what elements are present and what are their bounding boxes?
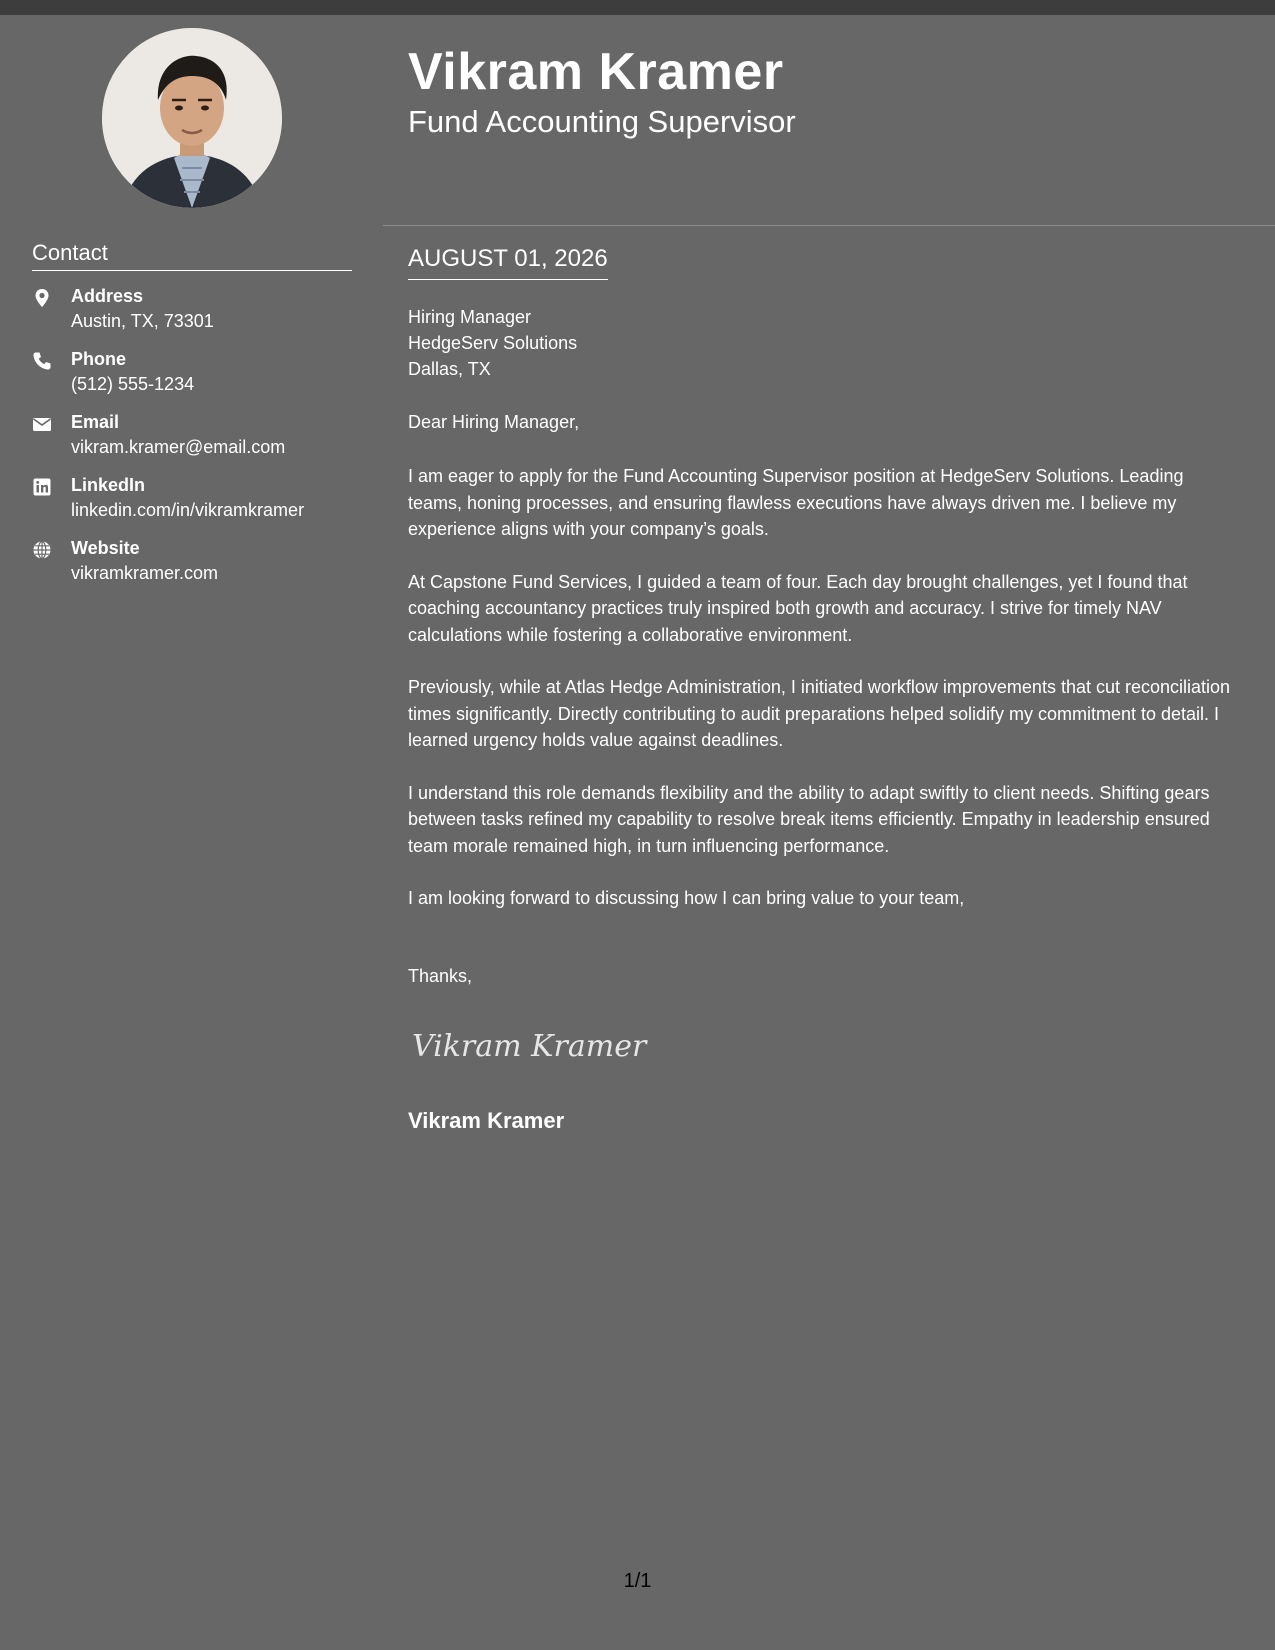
recipient-location: Dallas, TX [408, 359, 491, 379]
closing: Thanks, [408, 966, 473, 986]
signature [408, 1020, 678, 1070]
website-value: vikramkramer.com [71, 563, 219, 583]
email-value: vikram.kramer@email.com [71, 437, 286, 457]
paragraph: At Capstone Fund Services, I guided a team of four. Each day brought challenges, yet I found that coaching accountancy practices truly inspired both growth and accuracy. I strive for timely NAV calculations while fostering a collaborative environment. [408, 571, 1188, 645]
paragraph: Previously, while at Atlas Hedge Administration, I initiated workflow improvements that cut reconciliation times significantly. Directly contributing to audit preparations helped solidify my commitment to detail. I learned urgency holds value against deadlines. [408, 677, 1231, 750]
contact-item-email [32, 412, 352, 475]
contact-heading: Contact [32, 240, 352, 271]
profile-photo [102, 28, 282, 208]
job-title: Fund Accounting Supervisor [408, 104, 796, 139]
top-bar [0, 0, 1275, 15]
page-number: 1/1 [623, 1570, 652, 1592]
address-value: Austin, TX, 73301 [71, 311, 214, 331]
contact-label: Address [71, 286, 144, 306]
contact-item-website [32, 538, 352, 601]
header-divider [383, 225, 1275, 226]
contact-label: Phone [71, 349, 127, 369]
contact-item-address [32, 286, 352, 349]
phone-value: (512) 555-1234 [71, 374, 195, 394]
contact-item-linkedin [32, 475, 352, 538]
paragraph: I am looking forward to discussing how I can bring value to your team, [408, 888, 965, 908]
letter-date: AUGUST 01, 2026 [408, 245, 608, 280]
linkedin-value: linkedin.com/in/vikramkramer [71, 500, 305, 520]
contact-list [32, 286, 352, 601]
recipient-company: HedgeServ Solutions [408, 333, 578, 353]
signer-name: Vikram Kramer [408, 1108, 565, 1133]
signature-text: Vikram Kramer [412, 1029, 647, 1064]
phone-icon [32, 351, 52, 371]
map-pin-icon [32, 288, 52, 308]
contact-label: LinkedIn [71, 475, 146, 495]
globe-icon [32, 540, 52, 560]
candidate-name: Vikram Kramer [408, 43, 784, 101]
paragraph: I understand this role demands flexibility and the ability to adapt swiftly to client needs. Shifting gears between tasks refined my capability to resolve break items efficiently. Empathy in leadership ensured team morale remained high, in turn influencing performance. [408, 782, 1210, 856]
greeting: Dear Hiring Manager, [408, 412, 580, 432]
recipient-title: Hiring Manager [408, 307, 532, 327]
contact-label: Email [71, 412, 120, 432]
linkedin-icon [32, 477, 52, 497]
envelope-icon [32, 414, 52, 434]
contact-item-phone [32, 349, 352, 412]
paragraph: I am eager to apply for the Fund Accounting Supervisor position at HedgeServ Solutions. Leading teams, honing processes, and ensuring flawless executions have always driven me. I believe my experience aligns with your company’s goals. [408, 466, 1184, 539]
recipient-block [408, 304, 577, 382]
contact-label: Website [71, 538, 140, 558]
letter-body [408, 463, 1238, 938]
